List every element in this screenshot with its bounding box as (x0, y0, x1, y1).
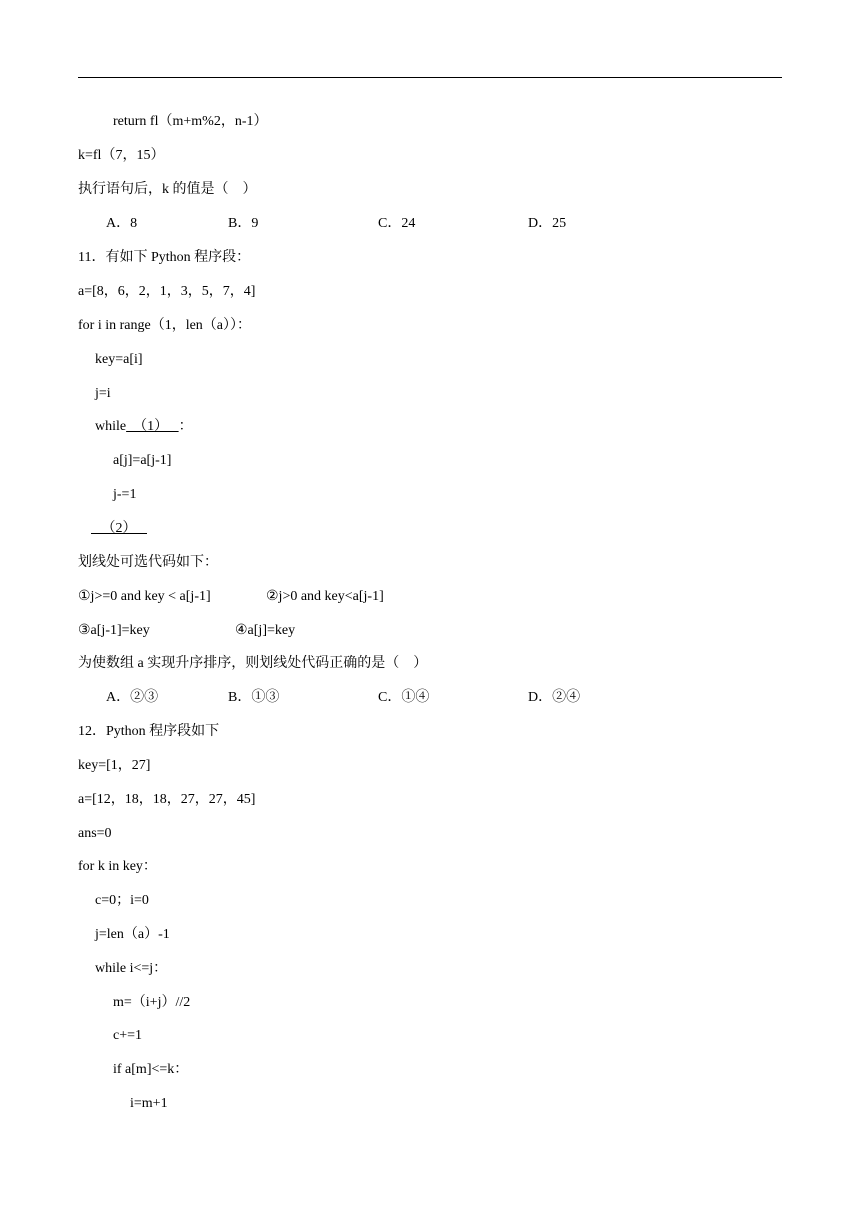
code-line: a=[12，18，18，27，27，45] (78, 792, 256, 807)
choice-1: ①j>=0 and key < a[j-1] (78, 589, 211, 604)
code-text: while (95, 419, 127, 434)
code-line: m=（i+j）//2 (113, 995, 191, 1010)
choice-3: ③a[j-1]=key (78, 623, 150, 638)
blank-1: （1） (126, 419, 179, 434)
code-line: for k in key： (78, 859, 157, 874)
option-b: B．9 (228, 216, 259, 231)
question-header: 11．有如下 Python 程序段： (78, 250, 251, 265)
code-line: j-=1 (113, 487, 137, 502)
code-line: c=0；i=0 (95, 893, 149, 908)
option-b: B．①③ (228, 690, 280, 705)
choice-4: ④a[j]=key (235, 623, 296, 638)
question-header: 12．Python 程序段如下 (78, 724, 220, 739)
code-line-while (95, 418, 193, 436)
code-line: return fl（m+m%2，n-1） (113, 114, 268, 129)
code-line: k=fl（7，15） (78, 148, 165, 163)
code-line: ans=0 (78, 826, 112, 841)
code-line: c+=1 (113, 1028, 143, 1043)
code-line: if a[m]<=k： (113, 1062, 189, 1077)
option-d: D．②④ (528, 690, 581, 705)
choice-2: ②j>0 and key<a[j-1] (266, 589, 384, 604)
option-c: C．①④ (378, 690, 430, 705)
option-a: A．8 (106, 216, 138, 231)
question-text: 为使数组 a 实现升序排序，则划线处代码正确的是（ ） (78, 656, 428, 671)
code-line: key=[1，27] (78, 758, 151, 773)
choices-intro: 划线处可选代码如下： (78, 555, 218, 570)
header-rule (78, 77, 782, 78)
code-line: i=m+1 (130, 1096, 168, 1111)
code-line: j=i (95, 386, 111, 401)
option-c: C．24 (378, 216, 416, 231)
blank-2-line (91, 520, 147, 538)
code-line: while i<=j： (95, 961, 168, 976)
code-line: key=a[i] (95, 352, 143, 367)
question-text: 执行语句后，k 的值是（ ） (78, 182, 257, 197)
code-line: a=[8，6，2，1，3，5，7，4] (78, 284, 256, 299)
code-line: j=len（a）-1 (95, 927, 170, 942)
code-text: ： (178, 419, 193, 434)
code-line: a[j]=a[j-1] (113, 453, 172, 468)
code-line: for i in range（1，len（a））： (78, 318, 252, 333)
option-a: A．②③ (106, 690, 159, 705)
option-d: D．25 (528, 216, 567, 231)
blank-2: （2） (91, 521, 147, 536)
